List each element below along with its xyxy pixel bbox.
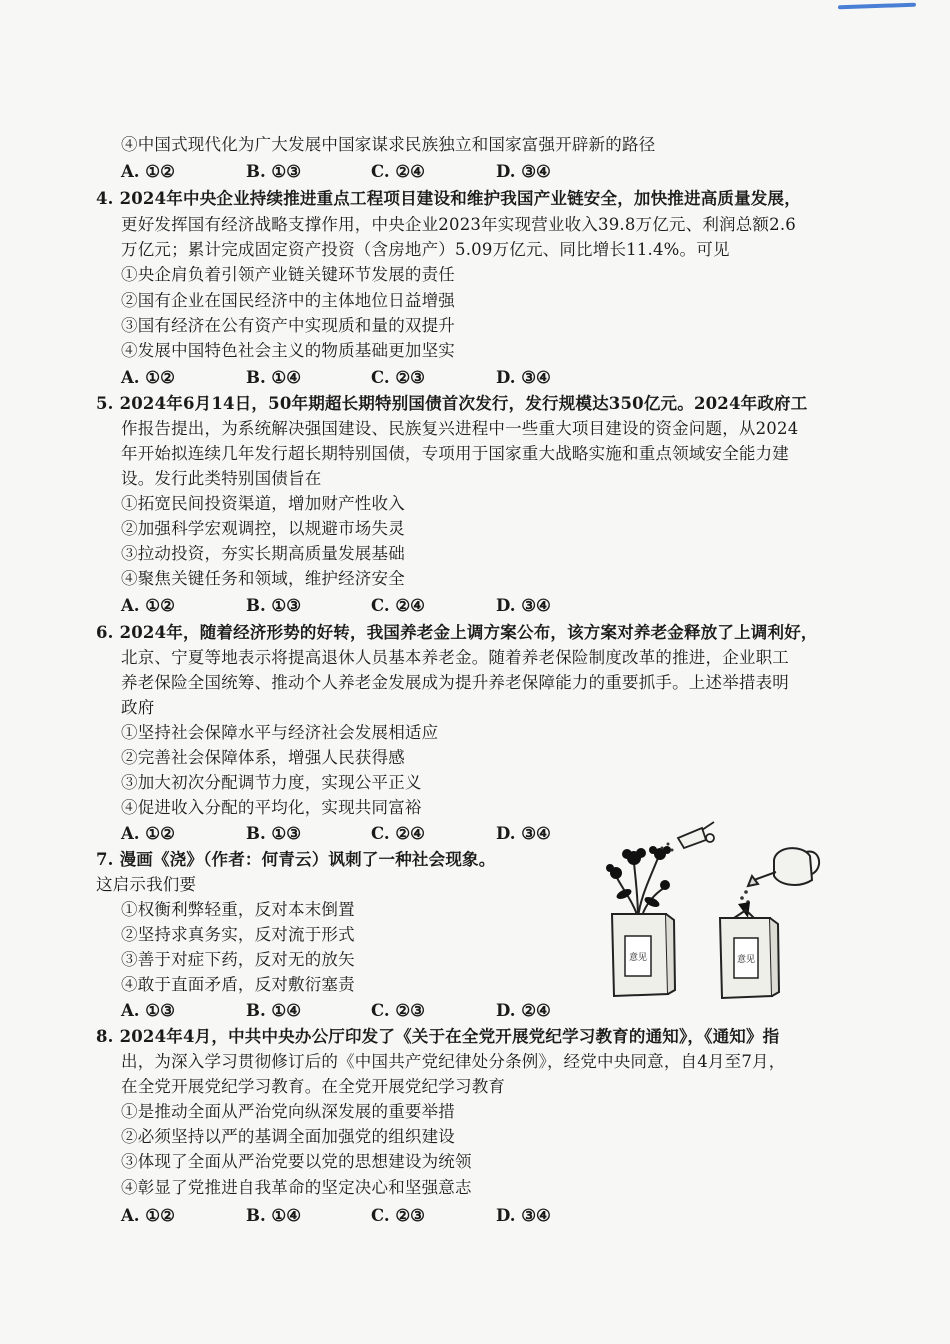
q4-statement-2: ②国有企业在国民经济中的主体地位日益增强 [121, 291, 455, 310]
q7-cartoon-watering [598, 818, 828, 1000]
q4-statement-3: ③国有经济在公有资产中实现质和量的双提升 [121, 316, 455, 335]
q5-stem-line-4: 设。发行此类特别国债旨在 [121, 469, 322, 488]
q8-choice-a[interactable]: A. ①② [121, 1206, 175, 1225]
q4-choice-b[interactable]: B. ①④ [246, 368, 302, 387]
q7-statement-2: ②坚持求真务实，反对流于形式 [121, 925, 355, 944]
q4-stem-line-2: 更好发挥国有经济战略支撑作用，中央企业2023年实现营业收入39.8万亿元、利润总额2.6 [121, 215, 796, 234]
q8-choice-d[interactable]: D. ③④ [496, 1206, 551, 1225]
right-pot-icon [720, 918, 779, 998]
right-pot-label: 意见 [736, 955, 756, 965]
q4-stem-line-3: 万亿元；累计完成固定资产投资（含房地产）5.09万亿元、同比增长11.4%。可见 [121, 240, 730, 259]
q5-choice-a[interactable]: A. ①② [121, 596, 175, 615]
q6-choice-d[interactable]: D. ③④ [496, 824, 551, 843]
q4-choice-c[interactable]: C. ②③ [371, 368, 425, 387]
q3-choice-a[interactable]: A. ①② [121, 162, 175, 181]
q3-choice-b[interactable]: B. ①③ [246, 162, 302, 181]
q7-choice-d[interactable]: D. ②④ [496, 1001, 551, 1020]
q6-statement-4: ④促进收入分配的平均化，实现共同富裕 [121, 798, 422, 817]
q8-statement-3: ③体现了全面从严治党要以党的思想建设为统领 [121, 1152, 472, 1171]
q7-stem-line-1: 7. 漫画《浇》（作者：何青云）讽刺了一种社会现象。 [96, 850, 496, 869]
q7-choice-a[interactable]: A. ①③ [121, 1001, 175, 1020]
q4-stem-line-1: 4. 2024年中央企业持续推进重点工程项目建设和维护我国产业链安全，加快推进高质量发展， [96, 189, 801, 208]
q7-choice-b[interactable]: B. ①④ [246, 1001, 302, 1020]
q6-stem-line-1: 6. 2024年，随着经济形势的好转，我国养老金上调方案公布，该方案对养老金释放了上调利好， [96, 623, 818, 642]
q5-choice-d[interactable]: D. ③④ [496, 596, 551, 615]
q6-choice-a[interactable]: A. ①② [121, 824, 175, 843]
q6-choice-c[interactable]: C. ②④ [371, 824, 425, 843]
q8-stem-line-2: 出，为深入学习贯彻修订后的《中国共产党纪律处分条例》，经党中央同意，自4月至7月， [121, 1052, 786, 1071]
q6-statement-3: ③加大初次分配调节力度，实现公平正义 [121, 773, 422, 792]
large-watering-can-icon [748, 848, 819, 886]
right-plant-icon [734, 902, 754, 918]
q6-stem-line-3: 养老保险全国统筹、推动个人养老金发展成为提升养老保障能力的重要抓手。上述举措表明 [121, 673, 789, 692]
q6-statement-2: ②完善社会保障体系，增强人民获得感 [121, 748, 405, 767]
q8-choice-c[interactable]: C. ②③ [371, 1206, 425, 1225]
q5-choice-c[interactable]: C. ②④ [371, 596, 425, 615]
q8-choice-b[interactable]: B. ①④ [246, 1206, 302, 1225]
q5-statement-3: ③拉动投资，夯实长期高质量发展基础 [121, 544, 405, 563]
q5-choice-b[interactable]: B. ①③ [246, 596, 302, 615]
q8-statement-1: ①是推动全面从严治党向纵深发展的重要举措 [121, 1102, 455, 1121]
q5-statement-1: ①拓宽民间投资渠道，增加财产性收入 [121, 494, 405, 513]
q3-statement-4: ④中国式现代化为广大发展中国家谋求民族独立和国家富强开辟新的路径 [121, 135, 656, 154]
q4-statement-1: ①央企肩负着引领产业链关键环节发展的责任 [121, 265, 455, 284]
q8-statement-2: ②必须坚持以严的基调全面加强党的组织建设 [121, 1127, 455, 1146]
q6-statement-1: ①坚持社会保障水平与经济社会发展相适应 [121, 723, 439, 742]
small-watering-can-icon [678, 822, 714, 848]
q5-statement-4: ④聚焦关键任务和领域，维护经济安全 [121, 569, 405, 588]
q4-choice-a[interactable]: A. ①② [121, 368, 175, 387]
q8-stem-line-1: 8. 2024年4月，中共中央办公厅印发了《关于在全党开展党纪学习教育的通知》，《通知》指 [96, 1027, 780, 1046]
scan-edge-mark [838, 3, 916, 10]
q7-stem-line-2: 这启示我们要 [96, 875, 197, 894]
q5-statement-2: ②加强科学宏观调控，以规避市场失灵 [121, 519, 405, 538]
q8-stem-line-3: 在全党开展党纪学习教育。在全党开展党纪学习教育 [121, 1077, 506, 1096]
q6-stem-line-2: 北京、宁夏等地表示将提高退休人员基本养老金。随着养老保险制度改革的推进，企业职工 [121, 648, 789, 667]
q3-choice-d[interactable]: D. ③④ [496, 162, 551, 181]
q4-choice-d[interactable]: D. ③④ [496, 368, 551, 387]
q4-statement-4: ④发展中国特色社会主义的物质基础更加坚实 [121, 341, 455, 360]
q7-statement-3: ③善于对症下药，反对无的放矢 [121, 950, 355, 969]
q5-stem-line-1: 5. 2024年6月14日，50年期超长期特别国债首次发行，发行规模达350亿元。2024年政府工 [96, 394, 808, 413]
q7-statement-4: ④敢于直面矛盾，反对敷衍塞责 [121, 975, 355, 994]
q7-statement-1: ①权衡利弊轻重，反对本末倒置 [121, 900, 355, 919]
q6-choice-b[interactable]: B. ①③ [246, 824, 302, 843]
q3-choice-c[interactable]: C. ②④ [371, 162, 425, 181]
left-pot-icon [612, 914, 675, 996]
q5-stem-line-3: 年开始拟连续几年发行超长期特别国债，专项用于国家重大战略实施和重点领域安全能力建 [121, 444, 789, 463]
left-plant-icon [616, 858, 664, 918]
q5-stem-line-2: 作报告提出，为系统解决强国建设、民族复兴进程中一些重大项目建设的资金问题，从2024 [121, 419, 799, 438]
q8-statement-4: ④彰显了党推进自我革命的坚定决心和坚强意志 [121, 1178, 472, 1197]
left-pot-label: 意见 [628, 953, 648, 963]
q7-choice-c[interactable]: C. ②③ [371, 1001, 425, 1020]
q6-stem-line-4: 政府 [121, 698, 155, 717]
